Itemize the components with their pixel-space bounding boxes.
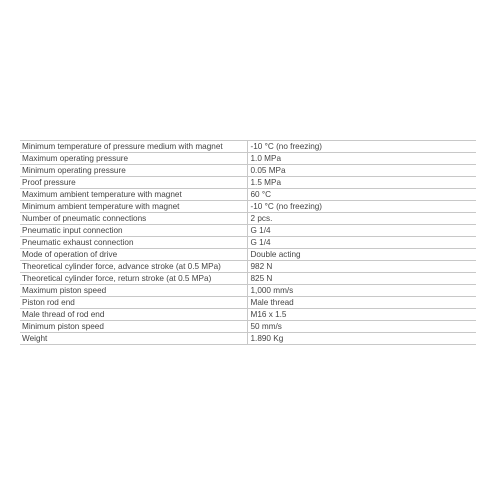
spec-label: Maximum operating pressure [20, 153, 247, 165]
specifications-table [20, 140, 476, 345]
spec-value: 1.890 Kg [247, 333, 476, 345]
spec-value: 1.5 MPa [247, 177, 476, 189]
table-row [20, 201, 476, 213]
spec-label: Number of pneumatic connections [20, 213, 247, 225]
spec-label: Minimum temperature of pressure medium with magnet [20, 141, 247, 153]
spec-value: 0.05 MPa [247, 165, 476, 177]
table-row [20, 213, 476, 225]
spec-label: Minimum operating pressure [20, 165, 247, 177]
spec-value: Double acting [247, 249, 476, 261]
spec-label: Pneumatic exhaust connection [20, 237, 247, 249]
table-row [20, 225, 476, 237]
spec-value: 1,000 mm/s [247, 285, 476, 297]
spec-label: Minimum piston speed [20, 321, 247, 333]
spec-label: Mode of operation of drive [20, 249, 247, 261]
spec-value: G 1/4 [247, 237, 476, 249]
spec-value: 2 pcs. [247, 213, 476, 225]
spec-value: 1.0 MPa [247, 153, 476, 165]
table-row [20, 141, 476, 153]
spec-label: Piston rod end [20, 297, 247, 309]
spec-value: 825 N [247, 273, 476, 285]
spec-value: 60 °C [247, 189, 476, 201]
table-row [20, 249, 476, 261]
table-row [20, 333, 476, 345]
spec-value: Male thread [247, 297, 476, 309]
spec-value: 50 mm/s [247, 321, 476, 333]
table-row [20, 285, 476, 297]
spec-label: Weight [20, 333, 247, 345]
spec-label: Maximum ambient temperature with magnet [20, 189, 247, 201]
table-row [20, 261, 476, 273]
spec-label: Minimum ambient temperature with magnet [20, 201, 247, 213]
spec-label: Male thread of rod end [20, 309, 247, 321]
table-row [20, 153, 476, 165]
spec-label: Theoretical cylinder force, advance stroke (at 0.5 MPa) [20, 261, 247, 273]
table-row [20, 237, 476, 249]
table-row [20, 165, 476, 177]
spec-label: Maximum piston speed [20, 285, 247, 297]
spec-value: G 1/4 [247, 225, 476, 237]
spec-value: M16 x 1.5 [247, 309, 476, 321]
spec-value: 982 N [247, 261, 476, 273]
spec-label: Proof pressure [20, 177, 247, 189]
table-row [20, 297, 476, 309]
table-row [20, 321, 476, 333]
spec-value: -10 °C (no freezing) [247, 201, 476, 213]
spec-label: Theoretical cylinder force, return stroke (at 0.5 MPa) [20, 273, 247, 285]
specifications-table-body [20, 141, 476, 345]
spec-value: -10 °C (no freezing) [247, 141, 476, 153]
spec-label: Pneumatic input connection [20, 225, 247, 237]
table-row [20, 177, 476, 189]
table-row [20, 273, 476, 285]
table-row [20, 309, 476, 321]
table-row [20, 189, 476, 201]
